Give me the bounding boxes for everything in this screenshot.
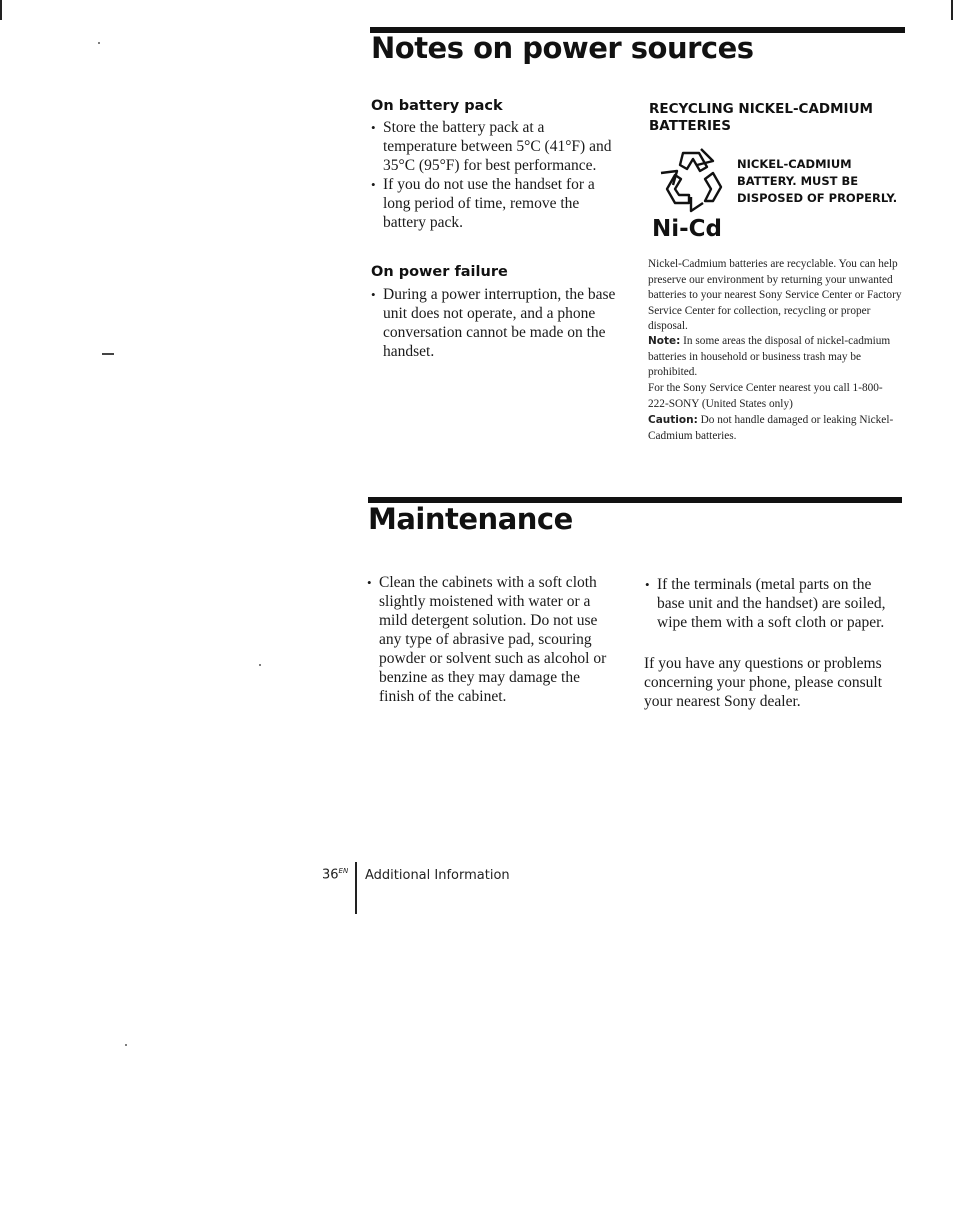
- maintenance-list-right: [645, 575, 897, 632]
- maintenance-closing: If you have any questions or problems concerning your phone, please consult your nearest Sony dealer.: [644, 655, 883, 710]
- recycling-body-text: Nickel-Cadmium batteries are recyclable. You can help preserve our environment by returning your unwanted batteries to your nearest Sony Service Center or Factory Service Center for collection, recycling or proper disposal.: [648, 258, 902, 332]
- page-number: [322, 867, 348, 882]
- heading-recycling: RECYCLING NICKEL-CADMIUM BATTERIES: [649, 101, 873, 134]
- heading-power-failure: On power failure: [371, 264, 508, 280]
- page-title-maintenance: Maintenance: [368, 502, 573, 536]
- caution-label: Caution:: [648, 414, 698, 426]
- recycling-caution: [648, 413, 903, 444]
- list-item: • Clean the cabinets with a soft cloth slightly moistened with water or a mild detergent solution. Do not use any type of abrasive pad, scouring powder or solvent such as alcohol or benzine as they may damage the finish of the cabinet.: [367, 573, 617, 706]
- note-text: In some areas the disposal of nickel-cadmium batteries in household or business trash may be prohibited.: [648, 335, 891, 378]
- scan-speck: [259, 664, 261, 666]
- power-failure-list: [371, 285, 623, 361]
- list-item: • If you do not use the handset for a long period of time, remove the battery pack.: [371, 175, 621, 232]
- footer-section-label: Additional Information: [365, 868, 510, 883]
- note-label: Note:: [648, 335, 681, 347]
- footer-divider: [355, 862, 357, 914]
- page-number-value: 36: [322, 867, 339, 883]
- page-edge-mark-left: [0, 0, 2, 20]
- scan-speck: [98, 42, 100, 44]
- heading-battery-pack: On battery pack: [371, 98, 503, 114]
- recycling-arrows-icon: [653, 143, 733, 223]
- battery-pack-list: [371, 118, 621, 232]
- ni-cd-logo: Ni-Cd: [652, 216, 723, 242]
- scan-speck: [125, 1044, 127, 1046]
- page-edge-mark-right: [951, 0, 953, 20]
- maintenance-list-left: [367, 573, 617, 706]
- list-item: • Store the battery pack at a temperature between 5°C (41°F) and 35°C (95°F) for best performance.: [371, 118, 621, 175]
- page-number-suffix: EN: [338, 867, 349, 875]
- list-item: • If the terminals (metal parts on the base unit and the handset) are soiled, wipe them with a soft cloth or paper.: [645, 575, 897, 632]
- service-center-text: For the Sony Service Center nearest you call 1-800-222-SONY (United States only): [648, 382, 883, 410]
- recycling-note: [648, 334, 903, 381]
- battery-disposal-label: NICKEL-CADMIUM BATTERY. MUST BE DISPOSED OF PROPERLY.: [737, 157, 898, 205]
- list-item: • During a power interruption, the base unit does not operate, and a phone conversation cannot be made on the handset.: [371, 285, 623, 361]
- scan-dash: [102, 353, 114, 355]
- caution-text: Do not handle damaged or leaking Nickel-Cadmium batteries.: [648, 414, 894, 442]
- page-title-power-sources: Notes on power sources: [371, 31, 754, 65]
